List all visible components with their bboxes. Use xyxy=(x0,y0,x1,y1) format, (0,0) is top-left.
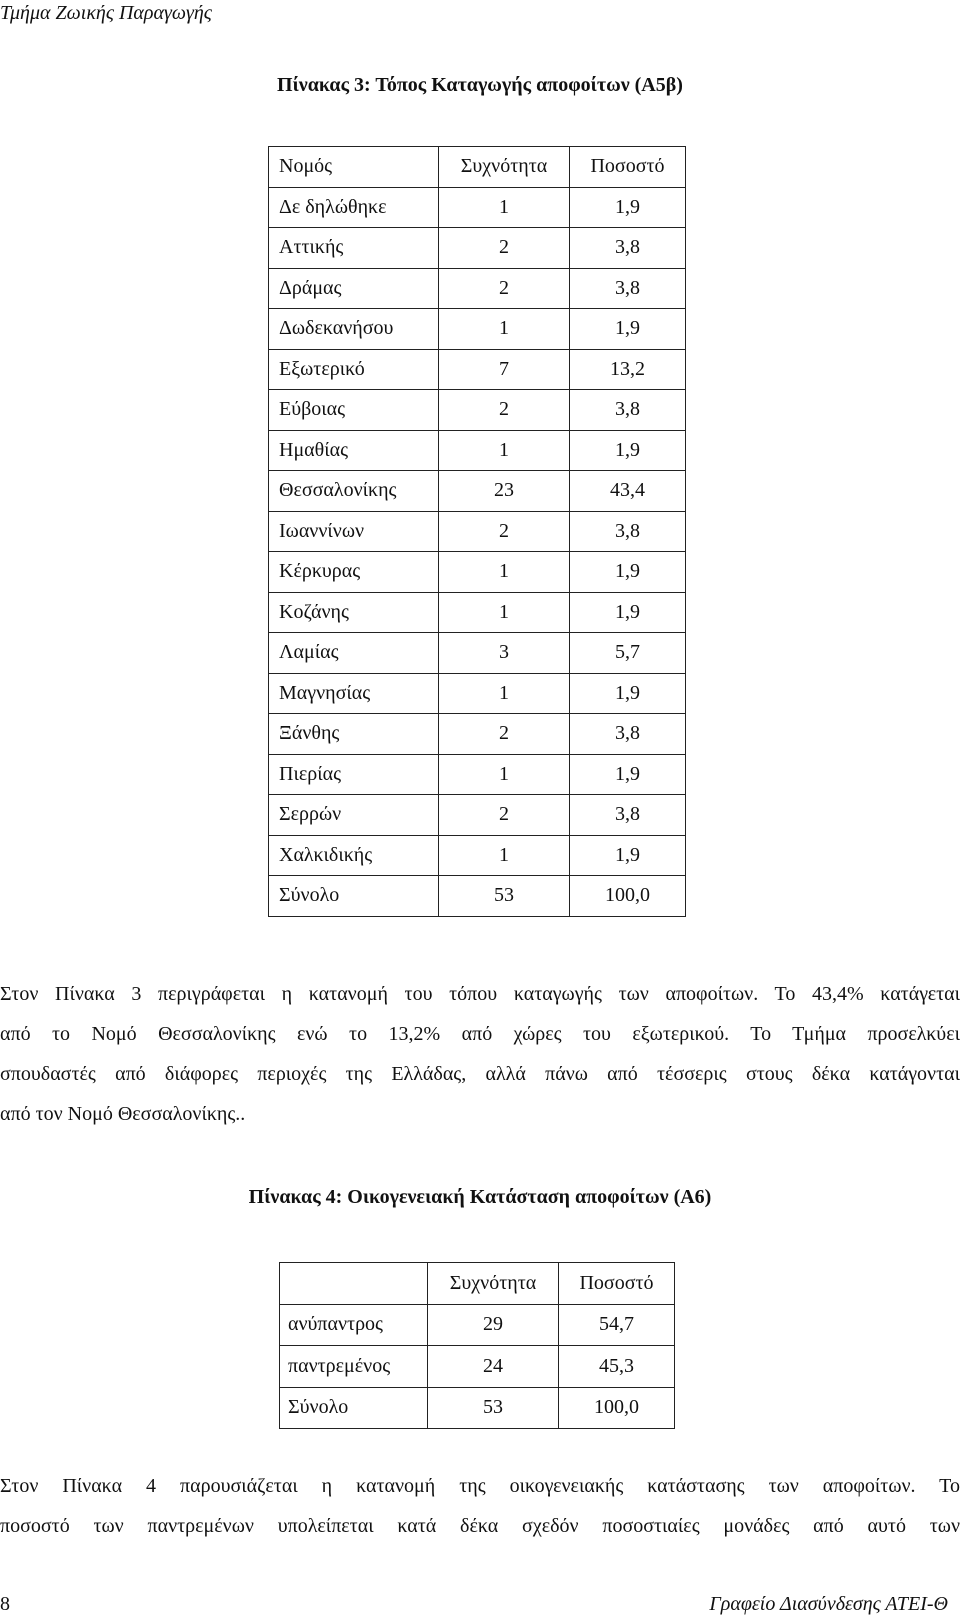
table-cell: 3,8 xyxy=(570,228,686,269)
paragraph-line: από τον Νομό Θεσσαλονίκης.. xyxy=(0,1103,246,1125)
column-header xyxy=(280,1263,428,1305)
paragraph-table3-description xyxy=(0,974,960,1134)
footer-office: Γραφείο Διασύνδεσης ΑΤΕΙ-Θ xyxy=(709,1593,948,1615)
table-cell: Ημαθίας xyxy=(269,430,439,471)
table-row xyxy=(269,309,686,350)
table-cell: 100,0 xyxy=(570,876,686,917)
table-cell: 13,2 xyxy=(570,349,686,390)
table-row xyxy=(269,714,686,755)
table-cell: Αττικής xyxy=(269,228,439,269)
page-number: 8 xyxy=(0,1593,10,1615)
column-header: Ποσοστό xyxy=(559,1263,675,1305)
table-cell: 45,3 xyxy=(559,1346,675,1388)
paragraph-line: σπουδαστές από διάφορες περιοχές της Ελλάδας, αλλά πάνω από τέσσερις στους δέκα κατάγονται xyxy=(0,1063,960,1085)
table-row xyxy=(269,835,686,876)
table-row xyxy=(269,430,686,471)
table-cell: 1 xyxy=(439,592,570,633)
table-row xyxy=(280,1387,675,1429)
table-cell: 3,8 xyxy=(570,714,686,755)
table-row xyxy=(269,876,686,917)
table-cell: Εύβοιας xyxy=(269,390,439,431)
table-cell: 1,9 xyxy=(570,309,686,350)
table-cell: Εξωτερικό xyxy=(269,349,439,390)
table-cell: Ιωαννίνων xyxy=(269,511,439,552)
paragraph-table4-description xyxy=(0,1466,960,1546)
table-cell: 1,9 xyxy=(570,430,686,471)
running-header: Τμήμα Ζωικής Παραγωγής xyxy=(0,2,212,24)
table-cell: 2 xyxy=(439,714,570,755)
table-cell: 1,9 xyxy=(570,835,686,876)
table-cell: 29 xyxy=(428,1304,559,1346)
family-status-table xyxy=(279,1262,675,1429)
column-header: Νομός xyxy=(269,147,439,188)
table-cell: Σερρών xyxy=(269,795,439,836)
table-row xyxy=(280,1346,675,1388)
table-cell: 2 xyxy=(439,511,570,552)
table-cell: 23 xyxy=(439,471,570,512)
table-row xyxy=(269,187,686,228)
table-cell: Μαγνησίας xyxy=(269,673,439,714)
table-row xyxy=(269,471,686,512)
table-cell: 3,8 xyxy=(570,511,686,552)
table-cell: 1,9 xyxy=(570,592,686,633)
table-cell: 2 xyxy=(439,795,570,836)
table-cell: Κοζάνης xyxy=(269,592,439,633)
table-row xyxy=(269,754,686,795)
table-row xyxy=(269,349,686,390)
table-cell: Χαλκιδικής xyxy=(269,835,439,876)
table-cell: 2 xyxy=(439,268,570,309)
table4-caption: Πίνακας 4: Οικογενειακή Κατάσταση αποφοίτων (Α6) xyxy=(248,1186,712,1208)
table-cell: παντρεμένος xyxy=(280,1346,428,1388)
table-cell: 3,8 xyxy=(570,795,686,836)
column-header: Συχνότητα xyxy=(439,147,570,188)
table-row xyxy=(269,268,686,309)
table-cell: 1 xyxy=(439,187,570,228)
table-cell: 100,0 xyxy=(559,1387,675,1429)
table-row xyxy=(269,592,686,633)
table-cell: ανύπαντρος xyxy=(280,1304,428,1346)
table-cell: 7 xyxy=(439,349,570,390)
table-cell: 1,9 xyxy=(570,552,686,593)
table-cell: Κέρκυρας xyxy=(269,552,439,593)
table-header-row xyxy=(280,1263,675,1305)
table-cell: 2 xyxy=(439,228,570,269)
table-cell: 54,7 xyxy=(559,1304,675,1346)
table-cell: 24 xyxy=(428,1346,559,1388)
origin-table xyxy=(268,146,686,917)
table-row xyxy=(269,228,686,269)
table-cell: Δράμας xyxy=(269,268,439,309)
table-row xyxy=(269,633,686,674)
table-cell: 5,7 xyxy=(570,633,686,674)
table-cell: 1 xyxy=(439,835,570,876)
table-cell: Ξάνθης xyxy=(269,714,439,755)
table-cell: 1 xyxy=(439,430,570,471)
table-row xyxy=(269,390,686,431)
table-cell: 3 xyxy=(439,633,570,674)
table-row xyxy=(269,511,686,552)
table-cell: 1,9 xyxy=(570,187,686,228)
table-row xyxy=(269,673,686,714)
table-cell: 1,9 xyxy=(570,754,686,795)
table-cell: Δωδεκανήσου xyxy=(269,309,439,350)
table-cell: 1 xyxy=(439,309,570,350)
paragraph-line: Στον Πίνακα 3 περιγράφεται η κατανομή του τόπου καταγωγής των αποφοίτων. Το 43,4% κατάγεται xyxy=(0,983,960,1005)
table-cell: 53 xyxy=(439,876,570,917)
table-row xyxy=(269,552,686,593)
table-cell: 1 xyxy=(439,673,570,714)
table-cell: 1 xyxy=(439,552,570,593)
table-cell: 1,9 xyxy=(570,673,686,714)
table-cell: Σύνολο xyxy=(280,1387,428,1429)
table-cell: 3,8 xyxy=(570,268,686,309)
paragraph-line: Στον Πίνακα 4 παρουσιάζεται η κατανομή της οικογενειακής κατάστασης των αποφοίτων. Το xyxy=(0,1475,960,1497)
paragraph-line: ποσοστό των παντρεμένων υπολείπεται κατά δέκα σχεδόν ποσοστιαίες μονάδες από αυτό των xyxy=(0,1515,960,1537)
table-row xyxy=(280,1304,675,1346)
table-cell: Πιερίας xyxy=(269,754,439,795)
table-cell: 1 xyxy=(439,754,570,795)
column-header: Ποσοστό xyxy=(570,147,686,188)
table-cell: 2 xyxy=(439,390,570,431)
column-header: Συχνότητα xyxy=(428,1263,559,1305)
table-cell: 43,4 xyxy=(570,471,686,512)
table-cell: Σύνολο xyxy=(269,876,439,917)
paragraph-line: από το Νομό Θεσσαλονίκης ενώ το 13,2% από χώρες του εξωτερικού. Το Τμήμα προσελκύει xyxy=(0,1023,960,1045)
table-cell: Λαμίας xyxy=(269,633,439,674)
table-header-row xyxy=(269,147,686,188)
table-row xyxy=(269,795,686,836)
table-cell: 53 xyxy=(428,1387,559,1429)
table-cell: Δε δηλώθηκε xyxy=(269,187,439,228)
table-cell: Θεσσαλονίκης xyxy=(269,471,439,512)
table-cell: 3,8 xyxy=(570,390,686,431)
table3-caption: Πίνακας 3: Τόπος Καταγωγής αποφοίτων (Α5β) xyxy=(277,74,683,96)
